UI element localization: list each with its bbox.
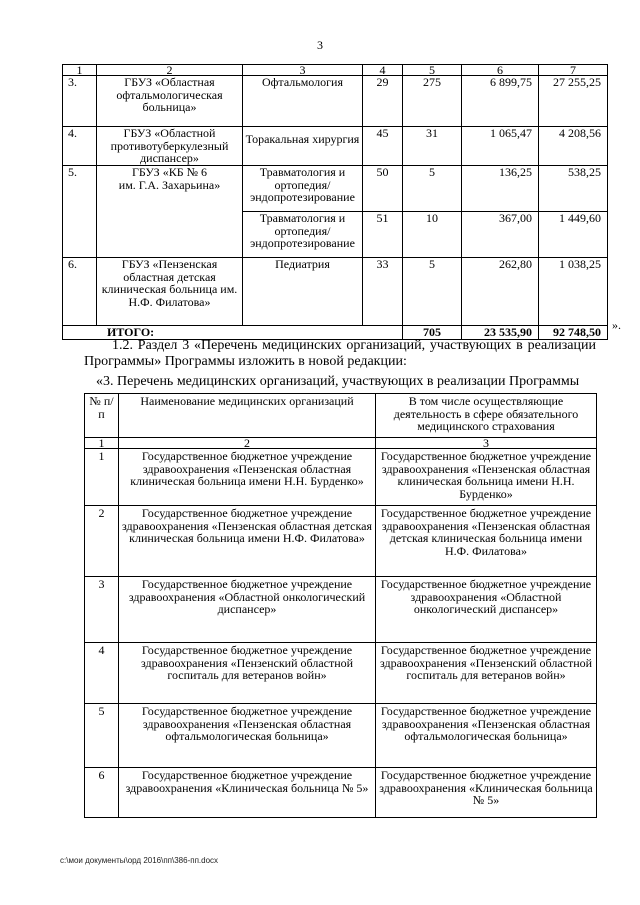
row-number: 5 — [85, 704, 119, 768]
value-cell: 4 208,56 — [539, 127, 608, 166]
header-cell: 2 — [119, 438, 376, 449]
oms-org-name: Государственное бюджетное учреждение здравоохранения «Пензенская областная детская клиническая больница имени Н.Ф. Филатова» — [376, 506, 597, 577]
row-number: 3 — [85, 577, 119, 643]
value-cell: 51 — [363, 212, 403, 258]
header-cell: 3 — [376, 438, 597, 449]
table-row — [85, 577, 597, 643]
table-header-row — [63, 65, 608, 76]
org-name: ГБУЗ «Пензенская областная детская клиническая больница им. Н.Ф. Филатова» — [97, 258, 243, 326]
oms-org-name: Государственное бюджетное учреждение здравоохранения «Пензенская областная клиническая больница имени Н.Н. Бурденко» — [376, 449, 597, 506]
table-row — [63, 76, 608, 127]
page-number: 3 — [317, 38, 323, 52]
oms-org-name: Государственное бюджетное учреждение здравоохранения «Пензенская областная офтальмологическая больница» — [376, 704, 597, 768]
org-name: Государственное бюджетное учреждение здравоохранения «Пензенская областная офтальмологическая больница» — [119, 704, 376, 768]
profile: Педиатрия — [243, 258, 363, 326]
value-cell: 50 — [363, 166, 403, 212]
table-row — [85, 643, 597, 704]
value-cell: 275 — [403, 76, 462, 127]
table-header-row — [85, 394, 597, 438]
oms-org-name: Государственное бюджетное учреждение здравоохранения «Областной онкологический диспансер» — [376, 577, 597, 643]
value-cell: 6 899,75 — [462, 76, 539, 127]
value-cell: 29 — [363, 76, 403, 127]
row-number: 4 — [85, 643, 119, 704]
org-name: ГБУЗ «Областная офтальмологическая больница» — [97, 76, 243, 127]
header-cell: 4 — [363, 65, 403, 76]
value-cell: 136,25 — [462, 166, 539, 212]
table-header-row — [85, 438, 597, 449]
org-name: Государственное бюджетное учреждение здравоохранения «Клиническая больница № 5» — [119, 768, 376, 818]
oms-org-name: Государственное бюджетное учреждение здравоохранения «Пензенский областной госпиталь для ветеранов войн» — [376, 643, 597, 704]
value-cell: 1 038,25 — [539, 258, 608, 326]
hospital-quota-table — [62, 64, 608, 340]
table-row — [85, 506, 597, 577]
org-name: ГБУЗ «Областной противотуберкулезный диспансер» — [97, 127, 243, 166]
row-number: 6 — [85, 768, 119, 818]
row-number: 5. — [63, 166, 97, 258]
profile: Торакальная хирургия — [243, 127, 363, 166]
org-name — [97, 166, 243, 258]
total-label: ИТОГО: — [63, 326, 403, 340]
total-value: 705 — [403, 326, 462, 340]
value-cell: 27 255,25 — [539, 76, 608, 127]
header-cell: 5 — [403, 65, 462, 76]
value-cell: 262,80 — [462, 258, 539, 326]
value-cell: 538,25 — [539, 166, 608, 212]
org-name: Государственное бюджетное учреждение здравоохранения «Пензенская областная детская клиническая больница имени Н.Ф. Филатова» — [119, 506, 376, 577]
row-number: 2 — [85, 506, 119, 577]
header-cell: 6 — [462, 65, 539, 76]
table-row — [85, 704, 597, 768]
header-cell: Наименование медицинских организаций — [119, 394, 376, 438]
value-cell: 367,00 — [462, 212, 539, 258]
value-cell: 5 — [403, 258, 462, 326]
value-cell: 45 — [363, 127, 403, 166]
table-row — [85, 768, 597, 818]
header-cell: 1 — [63, 65, 97, 76]
profile: Травматология и ортопедия/ эндопротезирование — [243, 166, 363, 212]
total-row — [63, 326, 608, 340]
org-name: Государственное бюджетное учреждение здравоохранения «Областной онкологический диспансер» — [119, 577, 376, 643]
org-name: Государственное бюджетное учреждение здравоохранения «Пензенский областной госпиталь для ветеранов войн» — [119, 643, 376, 704]
value-cell: 31 — [403, 127, 462, 166]
row-number: 1 — [85, 449, 119, 506]
org-name-line: ГБУЗ «КБ № 6 — [131, 165, 208, 179]
value-cell: 1 449,60 — [539, 212, 608, 258]
amendment-paragraph: 1.2. Раздел 3 «Перечень медицинских организаций, участвующих в реализации Программы» Программы изложить в новой редакции: — [84, 338, 596, 369]
closing-quote: ». — [612, 318, 621, 332]
value-cell: 33 — [363, 258, 403, 326]
row-number: 4. — [63, 127, 97, 166]
row-number: 3. — [63, 76, 97, 127]
header-cell: 1 — [85, 438, 119, 449]
header-cell: № п/п — [85, 394, 119, 438]
value-cell: 10 — [403, 212, 462, 258]
header-cell: 3 — [243, 65, 363, 76]
section-title: «3. Перечень медицинских организаций, участвующих в реализации Программы — [96, 374, 580, 389]
value-cell: 1 065,47 — [462, 127, 539, 166]
medical-organizations-table — [84, 393, 597, 818]
org-name-line: им. Г.А. Захарьина» — [118, 177, 221, 192]
header-cell: 7 — [539, 65, 608, 76]
table-row — [63, 258, 608, 326]
oms-org-name: Государственное бюджетное учреждение здравоохранения «Клиническая больница № 5» — [376, 768, 597, 818]
file-path-footer: c:\мои документы\орд 2016\пп\386-пп.docx — [60, 856, 219, 865]
total-value: 23 535,90 — [462, 326, 539, 340]
table-row — [63, 127, 608, 166]
org-name: Государственное бюджетное учреждение здравоохранения «Пензенская областная клиническая больница имени Н.Н. Бурденко» — [119, 449, 376, 506]
header-cell: 2 — [97, 65, 243, 76]
header-cell: В том числе осуществляющие деятельность в сфере обязательного медицинского страхования — [376, 394, 597, 438]
value-cell: 5 — [403, 166, 462, 212]
row-number: 6. — [63, 258, 97, 326]
total-value: 92 748,50 — [539, 326, 608, 340]
table-row — [85, 449, 597, 506]
profile: Травматология и ортопедия/ эндопротезирование — [243, 212, 363, 258]
profile: Офтальмология — [243, 76, 363, 127]
table-row — [63, 166, 608, 212]
